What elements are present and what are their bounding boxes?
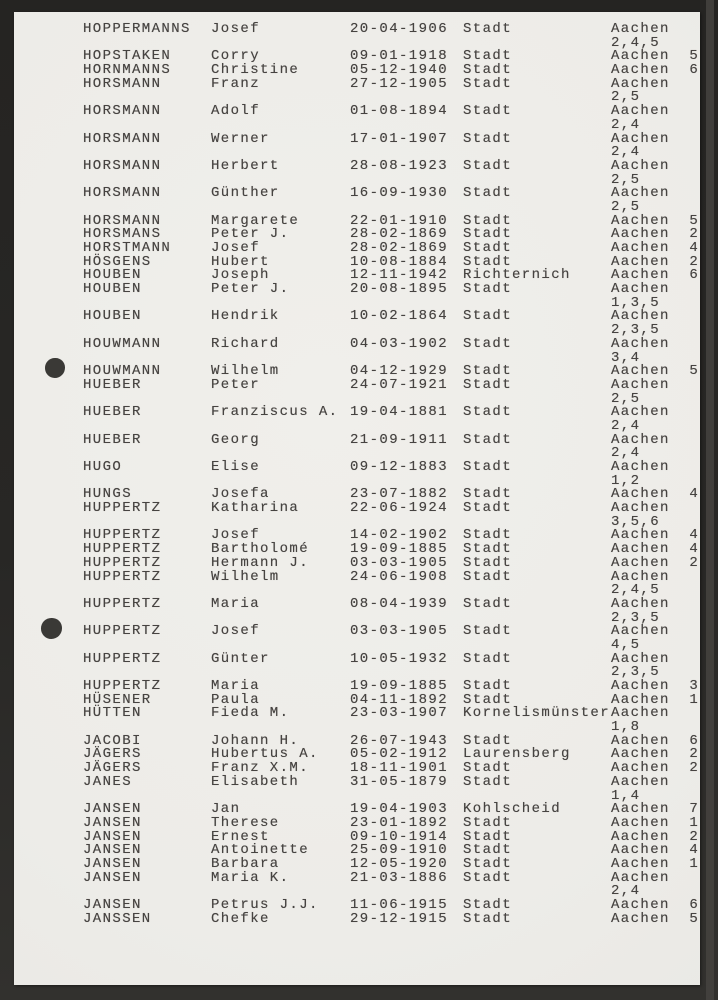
entry-place: Stadt	[463, 910, 513, 927]
entry-birth-date: 22-06-1924	[350, 500, 449, 517]
entry-surname: HÖSGENS	[83, 253, 152, 270]
entry-reference-continued: 2,5	[611, 198, 641, 215]
entry-birth-date: 12-11-1942	[350, 267, 449, 284]
entry-reference: Aachen 4	[611, 541, 700, 558]
entry-given-name: Johann H.	[211, 732, 300, 749]
entry-given-name: Paula	[211, 691, 261, 708]
entry-birth-date: 14-02-1902	[350, 527, 449, 544]
entry-birth-date: 25-09-1910	[350, 842, 449, 859]
entry-reference: Aachen 1	[611, 691, 700, 708]
entry-reference: Aachen 5	[611, 910, 700, 927]
entry-place: Stadt	[463, 103, 513, 120]
entry-surname: JACOBI	[83, 732, 142, 749]
entry-given-name: Hubert	[211, 253, 270, 270]
entry-reference: Aachen 2	[611, 828, 700, 845]
entry-birth-date: 09-12-1883	[350, 459, 449, 475]
entry-given-name: Josef	[211, 527, 261, 544]
entry-reference-continued: 2,4	[611, 417, 641, 434]
entry-given-name: Bartholomé	[211, 541, 310, 558]
entry-birth-date: 09-01-1918	[350, 48, 449, 65]
entry-given-name: Jan	[211, 801, 241, 818]
entry-place: Stadt	[463, 253, 513, 270]
entry-reference: Aachen	[611, 130, 670, 147]
entry-place: Stadt	[463, 842, 513, 859]
entry-place: Stadt	[463, 308, 513, 325]
entry-place: Stadt	[463, 623, 513, 640]
table-row	[83, 869, 683, 886]
entry-reference: Aachen 7	[611, 801, 700, 818]
entry-birth-date: 21-03-1886	[350, 869, 449, 886]
entry-reference-continued: 2,4,5	[611, 582, 661, 599]
entry-given-name: Katharina	[211, 500, 300, 517]
entry-surname: JANSEN	[83, 855, 142, 872]
entry-reference-continued: 1,3,5	[611, 294, 661, 311]
entry-reference-continued: 2,4,5	[611, 34, 661, 51]
entry-reference-continued: 3,4	[611, 349, 641, 366]
table-row	[83, 157, 683, 174]
scanner-edge-highlight	[706, 0, 714, 1000]
entry-surname: HUPPERTZ	[83, 650, 162, 667]
entry-reference: Aachen 4	[611, 842, 700, 859]
entry-reference: Aachen 4	[611, 527, 700, 544]
entry-birth-date: 19-09-1885	[350, 541, 449, 558]
entry-place: Stadt	[463, 691, 513, 708]
entry-surname: HUPPERTZ	[83, 595, 162, 612]
entry-reference: Aachen	[611, 650, 670, 667]
entry-place: Stadt	[463, 75, 513, 92]
entry-reference: Aachen 5	[611, 363, 700, 380]
entry-birth-date: 28-08-1923	[350, 157, 449, 174]
entry-surname: JANSEN	[83, 814, 142, 831]
entry-reference-continued: 2,4	[611, 445, 641, 462]
entry-given-name: Franz	[211, 75, 261, 92]
entry-surname: HUNGS	[83, 486, 133, 503]
entry-reference-continued: 2,4	[611, 144, 641, 161]
entry-reference: Aachen 1	[611, 814, 700, 831]
entry-reference-continued: 3,5,6	[611, 513, 661, 530]
entry-place: Stadt	[463, 828, 513, 845]
entry-given-name: Günter	[211, 650, 270, 667]
table-row	[83, 910, 700, 927]
entry-given-name: Peter J.	[211, 281, 290, 298]
entry-place: Stadt	[463, 130, 513, 147]
entry-given-name: Georg	[211, 431, 261, 448]
entry-surname: HOUBEN	[83, 267, 142, 284]
entry-birth-date: 04-12-1929	[350, 363, 449, 380]
entry-reference: Aachen	[611, 21, 670, 37]
entry-surname: HOPPERMANNS	[83, 21, 191, 37]
table-row	[83, 595, 683, 612]
entry-birth-date: 16-09-1930	[350, 185, 449, 202]
table-row	[83, 431, 683, 448]
entry-reference-continued: 2,4	[611, 883, 641, 900]
entry-surname: HUPPERTZ	[83, 678, 162, 694]
entry-surname: JANSEN	[83, 869, 142, 886]
entry-place: Stadt	[463, 185, 513, 202]
entry-birth-date: 24-06-1908	[350, 568, 449, 585]
table-row	[83, 625, 683, 639]
entry-surname: HORSTMANN	[83, 240, 172, 256]
entry-surname: HOUWMANN	[83, 335, 162, 352]
entry-place: Stadt	[463, 486, 513, 503]
entry-surname: HORSMANN	[83, 103, 162, 120]
entry-reference: Aachen	[611, 869, 670, 886]
entry-place: Stadt	[463, 678, 513, 694]
entry-birth-date: 23-01-1892	[350, 814, 449, 831]
entry-reference: Aachen 2	[611, 554, 700, 571]
table-row	[83, 310, 683, 324]
entry-given-name: Adolf	[211, 103, 261, 120]
entry-reference: Aachen	[611, 103, 670, 120]
entry-reference: Aachen	[611, 500, 670, 517]
entry-birth-date: 28-02-1869	[350, 226, 449, 243]
entry-reference-continued: 2,3,5	[611, 322, 661, 339]
entry-place: Stadt	[463, 554, 513, 571]
entry-reference: Aachen	[611, 595, 670, 612]
entry-birth-date: 31-05-1879	[350, 773, 449, 790]
entry-given-name: Josef	[211, 240, 261, 256]
entry-surname: JANSEN	[83, 897, 142, 913]
entry-given-name: Antoinette	[211, 842, 310, 859]
entry-reference: Aachen 1	[611, 855, 700, 872]
entry-surname: HORSMANN	[83, 185, 162, 202]
entry-given-name: Josef	[211, 623, 261, 640]
entry-surname: HORSMANN	[83, 157, 162, 174]
entry-reference: Aachen 2	[611, 760, 700, 777]
entry-given-name: Wilhelm	[211, 363, 280, 380]
entry-given-name: Ernest	[211, 828, 270, 845]
entry-place: Stadt	[463, 376, 513, 393]
entry-reference: Aachen	[611, 705, 670, 722]
table-row	[83, 75, 683, 92]
entry-birth-date: 12-05-1920	[350, 855, 449, 872]
entry-reference: Aachen 2	[611, 746, 700, 763]
entry-reference: Aachen 4	[611, 240, 700, 256]
table-row	[83, 406, 683, 420]
entry-given-name: Christine	[211, 62, 300, 79]
entry-surname: JANSEN	[83, 801, 142, 818]
entry-place: Stadt	[463, 760, 513, 777]
entry-surname: HUGO	[83, 459, 123, 475]
entry-reference-continued: 2,4	[611, 116, 641, 133]
entry-place: Kornelismünster	[463, 705, 611, 722]
entry-given-name: Margarete	[211, 212, 300, 229]
table-row	[83, 105, 683, 119]
entry-reference: Aachen	[611, 157, 670, 174]
entry-given-name: Josefa	[211, 486, 270, 503]
entry-given-name: Werner	[211, 130, 270, 147]
entry-place: Stadt	[463, 500, 513, 517]
table-row	[83, 335, 683, 352]
entry-place: Stadt	[463, 226, 513, 243]
entry-place: Stadt	[463, 335, 513, 352]
entry-birth-date: 05-12-1940	[350, 62, 449, 79]
entry-surname: HUPPERTZ	[83, 568, 162, 585]
entry-birth-date: 19-09-1885	[350, 678, 449, 694]
entry-birth-date: 03-03-1905	[350, 623, 449, 640]
entry-reference: Aachen 6	[611, 897, 700, 913]
entry-given-name: Josef	[211, 21, 261, 37]
entry-place: Richternich	[463, 267, 571, 284]
entry-birth-date: 21-09-1911	[350, 431, 449, 448]
entry-surname: HUPPERTZ	[83, 623, 162, 640]
table-row	[83, 502, 683, 516]
document-page	[14, 12, 700, 985]
entry-given-name: Maria	[211, 678, 261, 694]
table-row	[83, 130, 683, 147]
entry-surname: HUPPERTZ	[83, 500, 162, 517]
entry-place: Stadt	[463, 459, 513, 475]
table-row	[83, 568, 683, 585]
entry-given-name: Petrus J.J.	[211, 897, 319, 913]
table-row	[83, 376, 683, 393]
entry-reference: Aachen	[611, 185, 670, 202]
entry-reference: Aachen 2	[611, 253, 700, 270]
entry-reference: Aachen	[611, 431, 670, 448]
table-row	[83, 773, 683, 790]
entry-surname: HUPPERTZ	[83, 554, 162, 571]
table-row	[83, 707, 683, 721]
entry-given-name: Franziscus A.	[211, 404, 339, 421]
entry-given-name: Chefke	[211, 910, 270, 927]
entry-given-name: Elisabeth	[211, 773, 300, 790]
entry-reference: Aachen 6	[611, 732, 700, 749]
entry-given-name: Hubertus A.	[211, 746, 319, 763]
entry-given-name: Joseph	[211, 267, 270, 284]
entry-reference: Aachen	[611, 75, 670, 92]
entry-place: Stadt	[463, 541, 513, 558]
entry-place: Stadt	[463, 732, 513, 749]
entry-place: Stadt	[463, 897, 513, 913]
entry-given-name: Günther	[211, 185, 280, 202]
table-row	[83, 187, 683, 201]
entry-given-name: Therese	[211, 814, 280, 831]
entry-place: Stadt	[463, 855, 513, 872]
register-entries	[83, 21, 700, 927]
entry-reference-continued: 1,2	[611, 472, 641, 489]
entry-place: Stadt	[463, 363, 513, 380]
table-row	[83, 283, 683, 297]
entry-given-name: Herbert	[211, 157, 280, 174]
entry-surname: JANES	[83, 773, 133, 790]
entry-birth-date: 04-11-1892	[350, 691, 449, 708]
entry-surname: HORSMANN	[83, 75, 162, 92]
entry-birth-date: 03-03-1905	[350, 554, 449, 571]
entry-surname: HOUWMANN	[83, 363, 162, 380]
entry-place: Stadt	[463, 431, 513, 448]
entry-place: Stadt	[463, 48, 513, 65]
entry-birth-date: 26-07-1943	[350, 732, 449, 749]
entry-place: Stadt	[463, 212, 513, 229]
entry-birth-date: 17-01-1907	[350, 130, 449, 147]
hole-punch-bottom	[41, 618, 62, 639]
entry-reference: Aachen	[611, 773, 670, 790]
entry-place: Stadt	[463, 21, 513, 37]
entry-surname: HORSMANN	[83, 212, 162, 229]
entry-birth-date: 24-07-1921	[350, 376, 449, 393]
entry-place: Stadt	[463, 650, 513, 667]
entry-birth-date: 09-10-1914	[350, 828, 449, 845]
entry-birth-date: 28-02-1869	[350, 240, 449, 256]
table-row	[83, 461, 683, 475]
entry-surname: HOPSTAKEN	[83, 48, 172, 65]
entry-reference-continued: 2,3,5	[611, 609, 661, 626]
entry-surname: JANSEN	[83, 828, 142, 845]
entry-birth-date: 29-12-1915	[350, 910, 449, 927]
entry-birth-date: 08-04-1939	[350, 595, 449, 612]
entry-reference-continued: 1,8	[611, 719, 641, 736]
entry-place: Stadt	[463, 527, 513, 544]
entry-birth-date: 19-04-1903	[350, 801, 449, 818]
entry-reference: Aachen	[611, 376, 670, 393]
entry-given-name: Peter	[211, 376, 261, 393]
entry-given-name: Corry	[211, 48, 261, 65]
entry-birth-date: 20-04-1906	[350, 21, 449, 37]
entry-birth-date: 19-04-1881	[350, 404, 449, 421]
entry-given-name: Maria K.	[211, 869, 290, 886]
entry-birth-date: 10-02-1864	[350, 308, 449, 325]
entry-reference: Aachen 5	[611, 48, 700, 65]
entry-reference: Aachen 4	[611, 486, 700, 503]
entry-surname: HORNMANNS	[83, 62, 172, 79]
entry-place: Kohlscheid	[463, 801, 562, 818]
entry-reference-continued: 1,4	[611, 787, 641, 804]
entry-surname: HOUBEN	[83, 308, 142, 325]
entry-surname: HUPPERTZ	[83, 541, 162, 558]
entry-surname: JÄGERS	[83, 760, 142, 777]
entry-place: Stadt	[463, 568, 513, 585]
entry-place: Stadt	[463, 240, 513, 256]
entry-birth-date: 22-01-1910	[350, 212, 449, 229]
entry-birth-date: 05-02-1912	[350, 746, 449, 763]
entry-birth-date: 10-05-1932	[350, 650, 449, 667]
entry-surname: HORSMANN	[83, 130, 162, 147]
entry-reference: Aachen 3	[611, 678, 700, 694]
entry-surname: JÄGERS	[83, 746, 142, 763]
entry-given-name: Peter J.	[211, 226, 290, 243]
entry-reference-continued: 4,5	[611, 636, 641, 653]
entry-given-name: Richard	[211, 335, 280, 352]
entry-birth-date: 23-03-1907	[350, 705, 449, 722]
entry-surname: HUEBER	[83, 431, 142, 448]
table-row	[83, 23, 683, 37]
entry-surname: HUPPERTZ	[83, 527, 162, 544]
entry-place: Stadt	[463, 62, 513, 79]
entry-birth-date: 04-03-1902	[350, 335, 449, 352]
entry-place: Stadt	[463, 595, 513, 612]
entry-given-name: Hermann J.	[211, 554, 310, 571]
entry-given-name: Barbara	[211, 855, 280, 872]
entry-place: Stadt	[463, 281, 513, 298]
entry-reference: Aachen	[611, 568, 670, 585]
entry-place: Stadt	[463, 814, 513, 831]
entry-surname: HUEBER	[83, 376, 142, 393]
entry-reference: Aachen 2	[611, 226, 700, 243]
entry-place: Stadt	[463, 157, 513, 174]
entry-reference: Aachen	[611, 281, 670, 298]
entry-reference-continued: 2,5	[611, 171, 641, 188]
entry-given-name: Hendrik	[211, 308, 280, 325]
entry-surname: HORSMANS	[83, 226, 162, 243]
entry-place: Stadt	[463, 404, 513, 421]
entry-reference: Aachen	[611, 335, 670, 352]
entry-given-name: Franz X.M.	[211, 760, 310, 777]
entry-given-name: Wilhelm	[211, 568, 280, 585]
entry-birth-date: 27-12-1905	[350, 75, 449, 92]
entry-birth-date: 18-11-1901	[350, 760, 449, 777]
entry-surname: HÜSENER	[83, 691, 152, 708]
hole-punch-top	[45, 358, 65, 378]
entry-surname: JANSEN	[83, 842, 142, 859]
entry-birth-date: 01-08-1894	[350, 103, 449, 120]
entry-reference: Aachen	[611, 308, 670, 325]
table-row	[83, 650, 683, 667]
entry-reference: Aachen	[611, 459, 670, 475]
entry-place: Stadt	[463, 869, 513, 886]
entry-reference-continued: 2,3,5	[611, 664, 661, 681]
entry-birth-date: 11-06-1915	[350, 897, 449, 913]
entry-surname: HUEBER	[83, 404, 142, 421]
entry-birth-date: 20-08-1895	[350, 281, 449, 298]
entry-given-name: Maria	[211, 595, 261, 612]
entry-birth-date: 23-07-1882	[350, 486, 449, 503]
entry-surname: JANSSEN	[83, 910, 152, 927]
entry-reference: Aachen 6	[611, 267, 700, 284]
entry-surname: HOUBEN	[83, 281, 142, 298]
entry-reference-continued: 2,5	[611, 89, 641, 106]
entry-reference-continued: 2,5	[611, 390, 641, 407]
entry-reference: Aachen 5	[611, 212, 700, 229]
entry-reference: Aachen	[611, 623, 670, 640]
entry-birth-date: 10-08-1884	[350, 253, 449, 270]
entry-reference: Aachen	[611, 404, 670, 421]
entry-surname: HÜTTEN	[83, 705, 142, 722]
entry-place: Stadt	[463, 773, 513, 790]
entry-place: Laurensberg	[463, 746, 571, 763]
entry-given-name: Fieda M.	[211, 705, 290, 722]
entry-reference: Aachen 6	[611, 62, 700, 79]
entry-given-name: Elise	[211, 459, 261, 475]
